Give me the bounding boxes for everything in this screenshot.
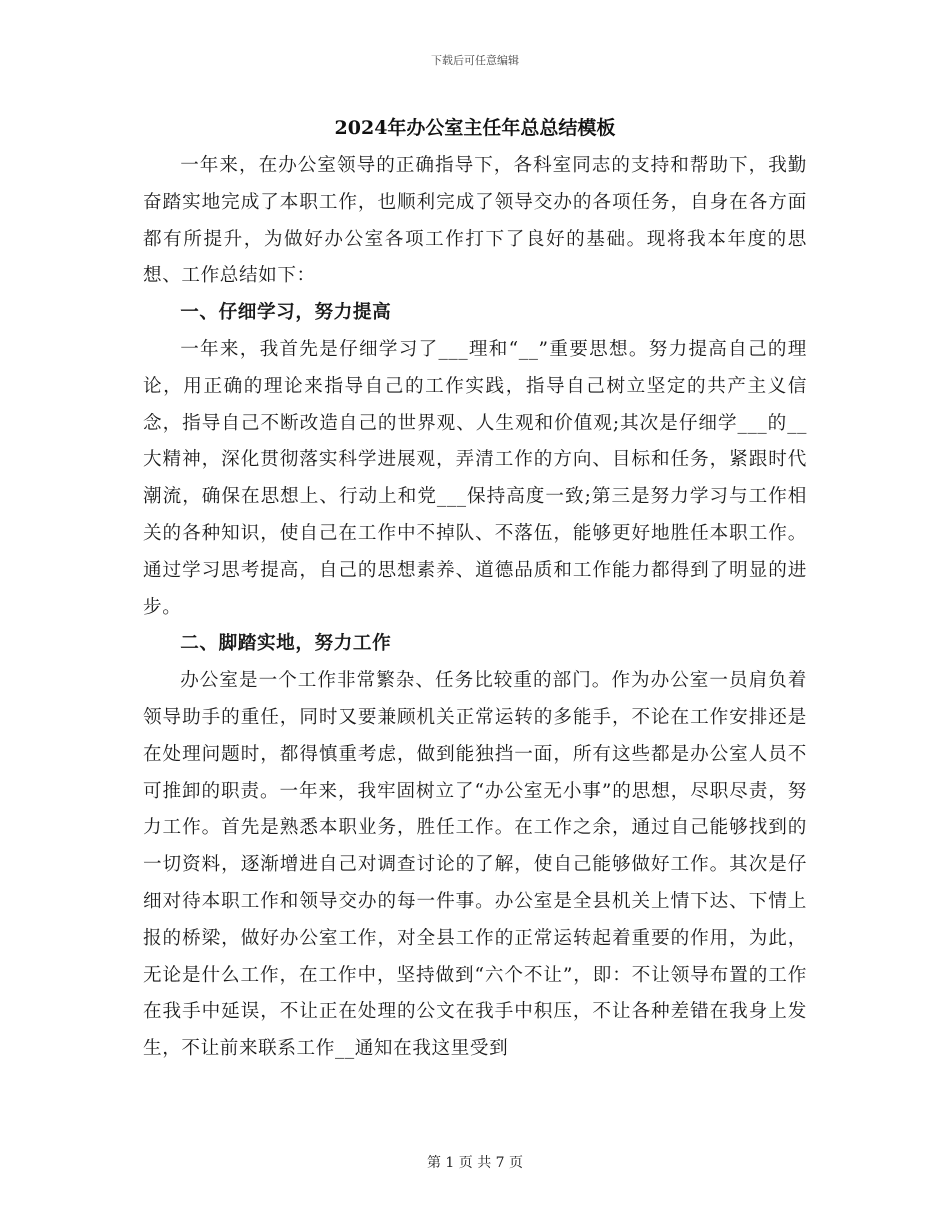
document-body [143,148,807,1068]
section-heading-2: 二、脚踏实地，努力工作 [180,633,392,655]
section-paragraph-2: 办公室是一个工作非常繁杂、任务比较重的部门。作为办公室一员肩负着领导助手的重任，同时又要兼顾机关正常运转的多能手，不论在工作安排还是在处理问题时，都得慎重考虑，做到能独挡一面，所有这些都是办公室人员不可推卸的职责。一年来，我牢固树立了“办公室无小事”的思想，尽职尽责，努力工作。首先是熟悉本职业务，胜任工作。在工作之余，通过自己能够找到的一切资料，逐渐增进自己对调查讨论的了解，使自己能够做好工作。其次是仔细对待本职工作和领导交办的每一件事。办公室是全县机关上情下达、下情上报的桥梁，做好办公室工作，对全县工作的正常运转起着重要的作用，为此，无论是什么工作，在工作中，坚持做到“六个不让”，即：不让领导布置的工作在我手中延误，不让正在处理的公文在我手中积压，不让各种差错在我身上发生，不让前来联系工作__通知在我这里受到 [143,670,807,1060]
section-paragraph-1: 一年来，我首先是仔细学习了___理和“__”重要思想。努力提高自己的理论，用正确的理论来指导自己的工作实践，指导自己树立坚定的共产主义信念，指导自己不断改造自己的世界观、人生观和价值观;其次是仔细学___的__大精神，深化贯彻落实科学进展观，弄清工作的方向、目标和任务，紧跟时代潮流，确保在思想上、行动上和党___保持高度一致;第三是努力学习与工作相关的各种知识，使自己在工作中不掉队、不落伍，能够更好地胜任本职工作。通过学习思考提高，自己的思想素养、道德品质和工作能力都得到了明显的进步。 [143,338,807,618]
section-heading-1: 一、仔细学习，努力提高 [180,302,392,324]
intro-paragraph: 一年来，在办公室领导的正确指导下，各科室同志的支持和帮助下，我勤奋踏实地完成了本职工作，也顺利完成了领导交办的各项任务，自身在各方面都有所提升，为做好办公室各项工作打下了良好的基础。现将我本年度的思想、工作总结如下： [143,155,807,287]
download-note: 下载后可任意编辑 [431,54,519,67]
document-title: 2024年办公室主任年总总结模板 [334,117,616,139]
page-number: 第 1 页 共 7 页 [426,1155,524,1171]
